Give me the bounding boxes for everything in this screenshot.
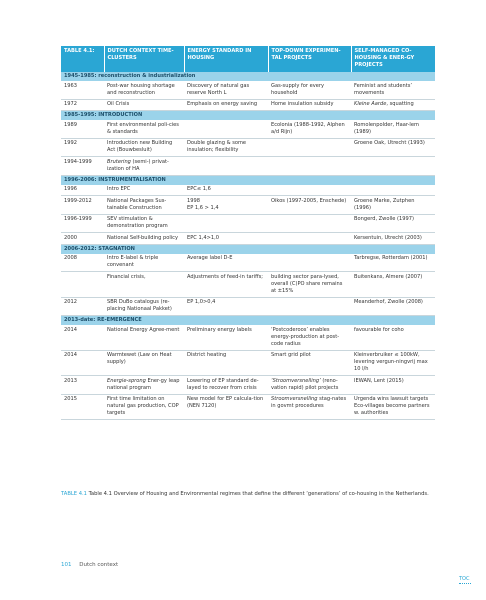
- table-row: [61, 272, 435, 298]
- caption-text: Table 4.1 Overview of Housing and Environmental regimes that define the different ‘generations’ of co-housing in the Netherlands.: [88, 491, 429, 497]
- table-cell: 2000: [61, 233, 104, 245]
- table-cell: Gas-supply for every household: [268, 81, 351, 99]
- table-cell: [268, 254, 351, 272]
- table-cell: 2013: [61, 376, 104, 395]
- header-table-label: TABLE 4.1:: [61, 46, 104, 72]
- table-cell: favourable for coho: [351, 325, 435, 350]
- table-cell: [351, 185, 435, 196]
- regimes-table: [61, 46, 435, 420]
- table-cell: Home insulation subsidy: [268, 99, 351, 111]
- table-cell: Intro E-label & triple convenant: [104, 254, 184, 272]
- table-cell: Energie-sprong Ener-gy leap national program: [104, 376, 184, 395]
- table-cell: Average label D-E: [184, 254, 268, 272]
- toc-dots: [459, 583, 471, 584]
- table-cell: Preliminary energy labels: [184, 325, 268, 350]
- table-cell: EPC≤ 1,6: [184, 185, 268, 196]
- table-cell: National Energy Agree-ment: [104, 325, 184, 350]
- table-cell: Lowering of EP standard de-layed to recover from crisis: [184, 376, 268, 395]
- table-cell: Post-war housing shortage and reconstruction: [104, 81, 184, 99]
- table-cell: 1992: [61, 138, 104, 157]
- table-cell: Buitenkans, Almere (2007): [351, 272, 435, 298]
- table-cell: Brutering (semi-) privat-ization of HA: [104, 157, 184, 176]
- section-row: [61, 175, 435, 185]
- table-cell: 1989: [61, 120, 104, 138]
- table-row: [61, 120, 435, 138]
- header-top-down-projects: TOP-DOWN EXPERIMEN-TAL PROJECTS: [268, 46, 351, 72]
- table-cell: ‘Postcoderoos’ enables energy-production at post-code radius: [268, 325, 351, 350]
- table-cell: [184, 157, 268, 176]
- toc-link[interactable]: [459, 576, 471, 584]
- table-row: [61, 254, 435, 272]
- section-title: 1985-1995: INTRODUCTION: [61, 111, 435, 121]
- table-cell: Financial crisis,: [104, 272, 184, 298]
- table-row: [61, 214, 435, 233]
- header-self-managed: SELF-MANAGED CO-HOUSING & ENER-GY PROJECTS: [351, 46, 435, 72]
- table-cell: Feminist and students’ movements: [351, 81, 435, 99]
- table-cell: [268, 185, 351, 196]
- table-row: [61, 185, 435, 196]
- table-cell: First environmental poli-cies & standards: [104, 120, 184, 138]
- table-cell: Tarbregse, Rotterdam (2001): [351, 254, 435, 272]
- page-footer: [61, 562, 118, 568]
- table-cell: 1996: [61, 185, 104, 196]
- footer-section: Dutch context: [79, 562, 119, 568]
- table-cell: SEV stimulation & demonstration program: [104, 214, 184, 233]
- section-row: [61, 316, 435, 326]
- table-cell: National Packages Sus-tainable Construction: [104, 196, 184, 215]
- table-cell: National Self-building policy: [104, 233, 184, 245]
- table-cell: [268, 138, 351, 157]
- page-number: 101: [61, 562, 72, 568]
- table-cell: 1994-1999: [61, 157, 104, 176]
- section-title: 2013-date: RE-EMERGENCE: [61, 316, 435, 326]
- table-cell: Intro EPC: [104, 185, 184, 196]
- table-cell: Romolenpolder, Haar-lem (1989): [351, 120, 435, 138]
- table-cell: Kleine Aarde, squatting: [351, 99, 435, 111]
- table-cell: Warmtewet (Law on Heat supply): [104, 350, 184, 376]
- table-cell: 2014: [61, 325, 104, 350]
- table-cell: [351, 157, 435, 176]
- table-cell: 2008: [61, 254, 104, 272]
- table-cell: IEWAN, Lent (2015): [351, 376, 435, 395]
- table-cell: 1999-2012: [61, 196, 104, 215]
- table-cell: [268, 233, 351, 245]
- section-row: [61, 111, 435, 121]
- table-cell: 1972: [61, 99, 104, 111]
- table-row: [61, 81, 435, 99]
- table-cell: Oil Crisis: [104, 99, 184, 111]
- table-cell: [268, 297, 351, 316]
- table-cell: ‘Stroomversnelling’ (reno-vation rapid) pilot projects: [268, 376, 351, 395]
- table-row: [61, 376, 435, 395]
- section-title: 2006-2012: STAGNATION: [61, 244, 435, 254]
- table-row: [61, 233, 435, 245]
- table-cell: Stroomversnelling stag-nates in govmt procedures: [268, 394, 351, 420]
- table-cell: Groene Marke, Zutphen (1996): [351, 196, 435, 215]
- toc-label: TOC: [459, 576, 470, 582]
- table-cell: Bongerd, Zwolle (1997): [351, 214, 435, 233]
- table-cell: 1996-1999: [61, 214, 104, 233]
- table-row: [61, 297, 435, 316]
- table-cell: 1998 EP 1,6 > 1,4: [184, 196, 268, 215]
- section-row: [61, 244, 435, 254]
- header-energy-standard: ENERGY STANDARD IN HOUSING: [184, 46, 268, 72]
- table-cell: 2012: [61, 297, 104, 316]
- table-cell: Urgenda wins lawsuit targets Eco-villages become partners w. authorities: [351, 394, 435, 420]
- table-cell: 1963: [61, 81, 104, 99]
- table-cell: Emphasis on energy saving: [184, 99, 268, 111]
- table-row: [61, 196, 435, 215]
- table-row: [61, 394, 435, 420]
- table-cell: Kersentuin, Utrecht (2003): [351, 233, 435, 245]
- table-row: [61, 350, 435, 376]
- table-cell: New model for EP calcula-tion (NEN 7120): [184, 394, 268, 420]
- section-row: [61, 72, 435, 81]
- table-cell: Kleinverbruiker ≤ 100kW, levering vergun-ningvrij max 10 l/h: [351, 350, 435, 376]
- header-time-clusters: DUTCH CONTEXT TIME-CLUSTERS: [104, 46, 184, 72]
- table-row: [61, 138, 435, 157]
- table-row: [61, 325, 435, 350]
- caption-label: TABLE 4.1: [61, 491, 87, 497]
- table-cell: Meanderhof, Zwolle (2008): [351, 297, 435, 316]
- table-row: [61, 157, 435, 176]
- table-cell: [268, 157, 351, 176]
- table-cell: Smart grid pilot: [268, 350, 351, 376]
- table-cell: [184, 214, 268, 233]
- section-title: 1945-1985: reconstruction & industrialization: [61, 72, 435, 81]
- table-cell: [61, 272, 104, 298]
- table-cell: First time limitation on natural gas production, COP targets: [104, 394, 184, 420]
- table-cell: 2015: [61, 394, 104, 420]
- table-cell: District heating: [184, 350, 268, 376]
- table-caption: [61, 491, 431, 499]
- table-cell: Adjustments of feed-in tariffs;: [184, 272, 268, 298]
- table-cell: [268, 214, 351, 233]
- section-title: 1996-2006: INSTRUMENTALISATION: [61, 175, 435, 185]
- table-cell: Discovery of natural gas reserve North L: [184, 81, 268, 99]
- table-cell: building sector para-lysed, overall (C)PO share remains at ±15%: [268, 272, 351, 298]
- table-cell: SBR DuBo catalogus (re-placing Nationaal Pakket): [104, 297, 184, 316]
- table-cell: Double glazing & some insulation; flexibility: [184, 138, 268, 157]
- table-cell: Introduction new Building Act (Bouwbesluit): [104, 138, 184, 157]
- table-cell: EPC 1,4>1,0: [184, 233, 268, 245]
- table-cell: Groene Oak, Utrecht (1993): [351, 138, 435, 157]
- table-cell: EP 1,0>0,4: [184, 297, 268, 316]
- table-cell: Oikos (1997-2005, Enschede): [268, 196, 351, 215]
- table-cell: 2014: [61, 350, 104, 376]
- table-cell: [184, 120, 268, 138]
- table-row: [61, 99, 435, 111]
- table-header-row: [61, 46, 435, 72]
- table-cell: Ecolonia (1988-1992, Alphen a/d Rijn): [268, 120, 351, 138]
